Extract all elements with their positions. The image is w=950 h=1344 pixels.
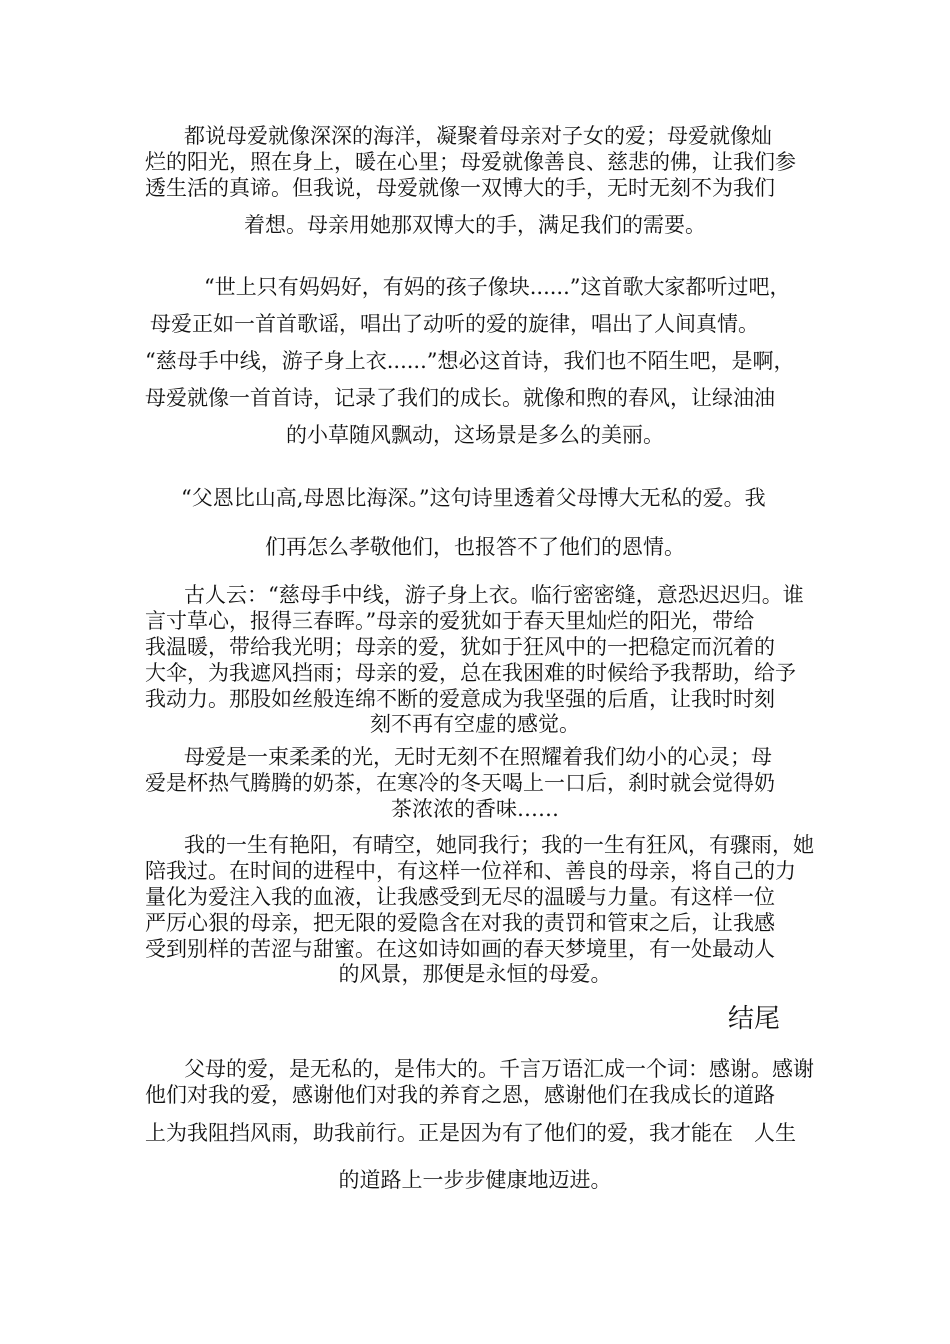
paragraph-line: 言寸草心，报得三春晖。”母亲的爱犹如于春天里灿烂的阳光，带给 (145, 609, 755, 633)
paragraph-line: 严厉心狠的母亲，把无限的爱隐含在对我的责罚和管束之后，让我感 (145, 911, 775, 935)
paragraph-line: 父母的爱，是无私的，是伟大的。千言万语汇成一个词：感谢。感谢 (184, 1057, 814, 1081)
paragraph-line: “世上只有妈妈好，有妈的孩子像块......”这首歌大家都听过吧， (204, 275, 791, 299)
paragraph-line: 受到别样的苦涩与甜蜜。在这如诗如画的春天梦境里，有一处最动人 (145, 937, 775, 961)
paragraph-line: 母爱正如一首首歌谣，唱出了动听的爱的旋律，唱出了人间真情。 (150, 312, 759, 336)
paragraph-line: 他们对我的爱，感谢他们对我的养育之恩，感谢他们在我成长的道路 (145, 1083, 775, 1107)
paragraph-line: 茶浓浓的香味…… (391, 797, 559, 821)
paragraph-line: 的风景，那便是永恒的母爱。 (338, 962, 612, 986)
paragraph-line: 爱是杯热气腾腾的奶茶，在寒冷的冬天喝上一口后，刹时就会觉得奶 (145, 771, 775, 795)
paragraph-line: 大伞，为我遮风挡雨；母亲的爱，总在我困难的时候给予我帮助，给予 (145, 661, 796, 685)
paragraph-line: 量化为爱注入我的血液，让我感受到无尽的温暖与力量。有这样一位 (145, 885, 775, 909)
paragraph-line: 透生活的真谛。但我说，母爱就像一双博大的手，无时无刻不为我们 (145, 176, 775, 200)
paragraph-line: 上为我阻挡风雨，助我前行。正是因为有了他们的爱，我才能在 人生 (145, 1121, 796, 1145)
paragraph-line: 烂的阳光，照在身上，暖在心里；母爱就像善良、慈悲的佛，让我们参 (145, 150, 796, 174)
paragraph-line: 都说母爱就像深深的海洋，凝聚着母亲对子女的爱；母爱就像灿 (184, 124, 772, 148)
paragraph-line: 的小草随风飘动，这场景是多么的美丽。 (286, 423, 664, 447)
paragraph-line: “慈母手中线，游子身上衣......”想必这首诗，我们也不陌生吧，是啊， (145, 349, 795, 373)
paragraph-line: 我温暖，带给我光明；母亲的爱，犹如于狂风中的一把稳定而沉着的 (145, 635, 775, 659)
section-heading: 结尾 (728, 1004, 781, 1034)
paragraph-line: 们再怎么孝敬他们，也报答不了他们的恩情。 (265, 535, 685, 559)
paragraph-line: 我的一生有艳阳，有晴空，她同我行；我的一生有狂风，有骤雨，她 (184, 833, 814, 857)
paragraph-line: 母爱是一束柔柔的光，无时无刻不在照耀着我们幼小的心灵；母 (184, 745, 772, 769)
paragraph-line: 陪我过。在时间的进程中，有这样一位祥和、善良的母亲，将自己的力 (145, 859, 796, 883)
paragraph-line: 母爱就像一首首诗，记录了我们的成长。就像和煦的春风，让绿油油 (145, 386, 775, 410)
paragraph-line: 古人云：“慈母手中线，游子身上衣。临行密密缝，意恐迟迟归。谁 (184, 583, 804, 607)
paragraph-line: “父恩比山高,母恩比海深。”这句诗里透着父母博大无私的爱。我 (181, 486, 766, 510)
paragraph-line: 刻不再有空虚的感觉。 (370, 712, 580, 736)
paragraph-line: 我动力。那股如丝般连绵不断的爱意成为我坚强的后盾，让我时时刻 (145, 687, 775, 711)
paragraph-line: 的道路上一步步健康地迈进。 (338, 1168, 612, 1192)
paragraph-line: 着想。母亲用她那双博大的手，满足我们的需要。 (244, 213, 706, 237)
